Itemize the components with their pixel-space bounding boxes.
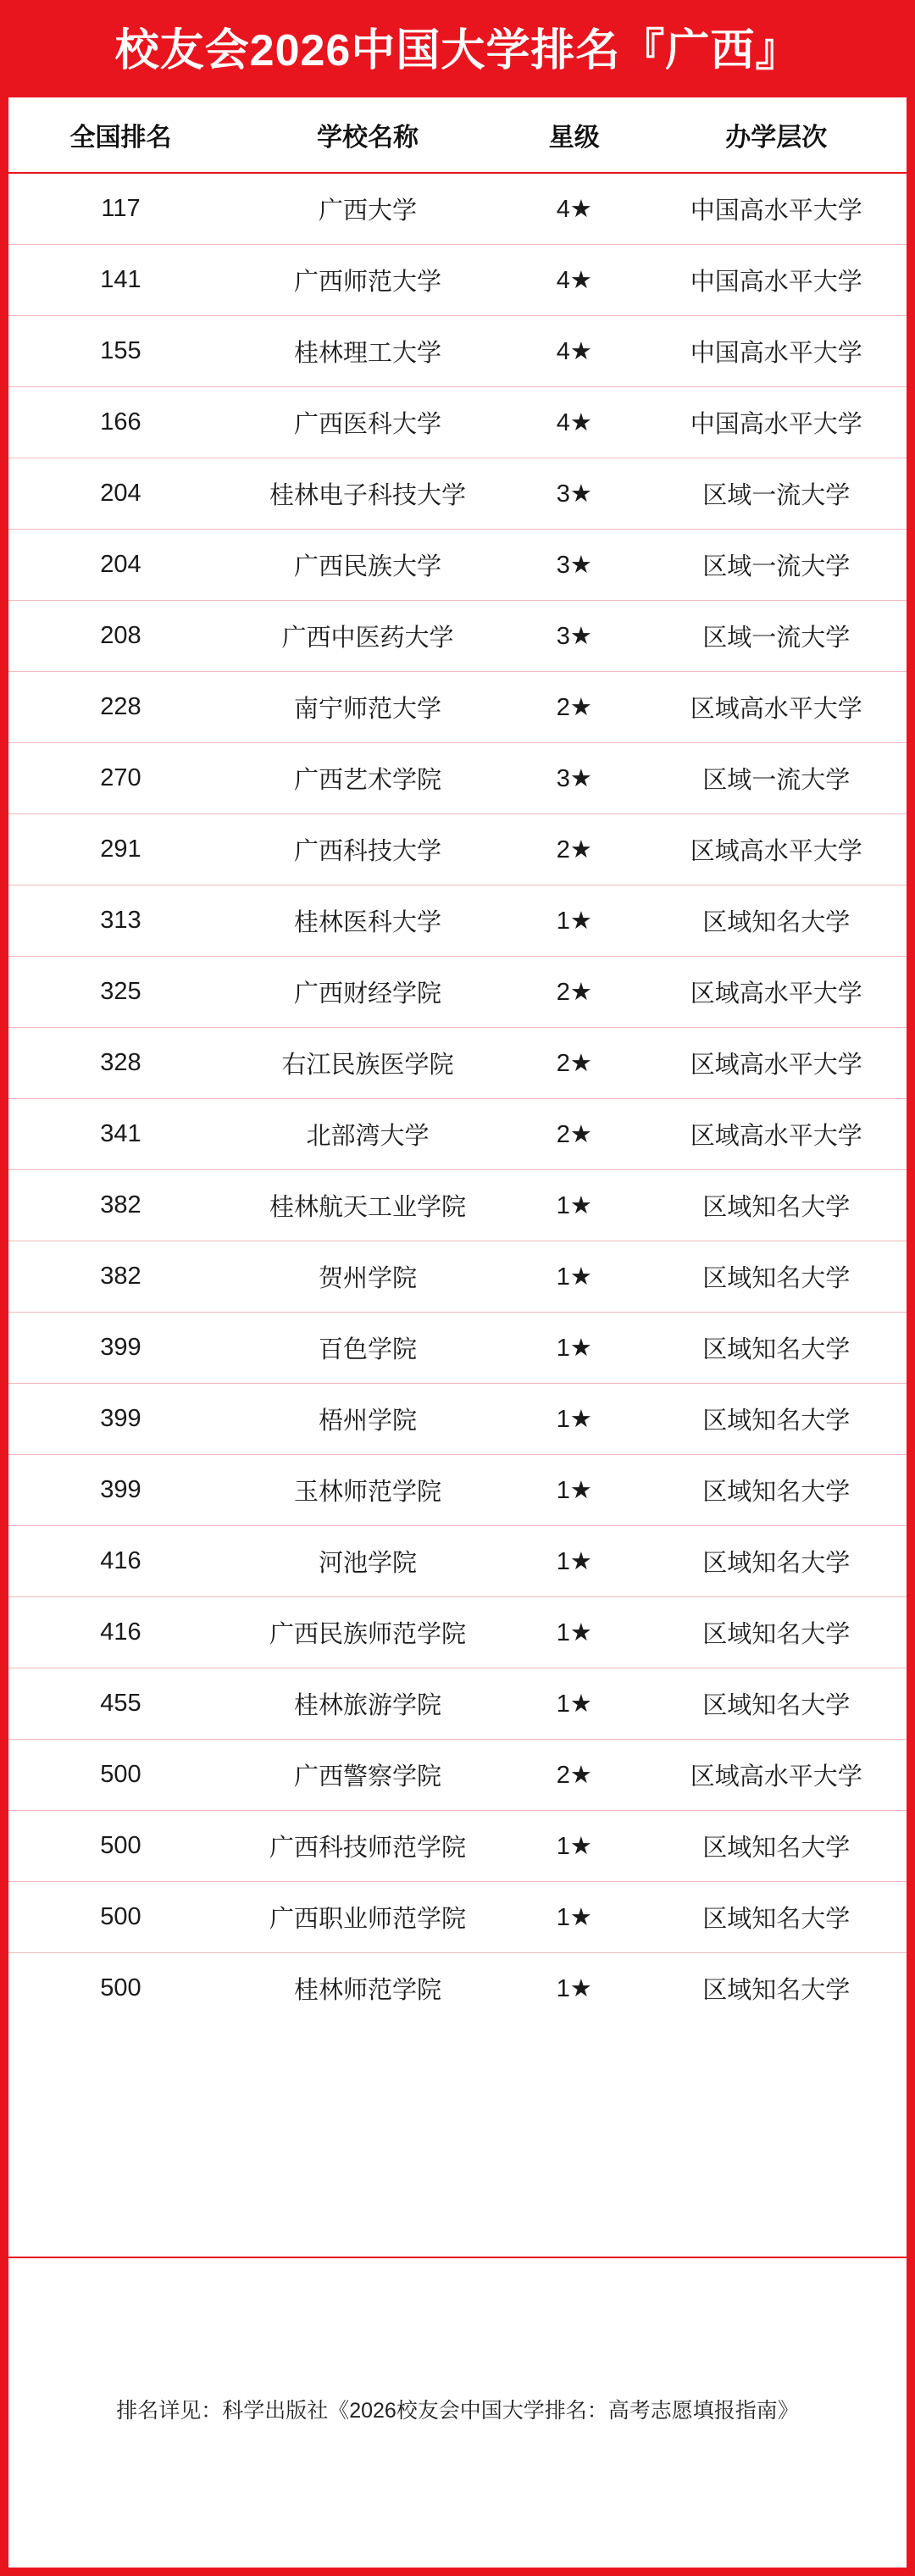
cell-rank: 313 [8,886,233,957]
cell-name: 贺州学院 [233,1241,502,1313]
column-header-star: 星级 [502,97,646,173]
cell-level: 区域知名大学 [646,1882,907,1953]
cell-name: 百色学院 [233,1313,502,1384]
cell-level: 区域知名大学 [646,1384,907,1455]
table-row [8,316,907,387]
cell-level: 区域知名大学 [646,1668,907,1740]
cell-name: 广西医科大学 [233,387,502,458]
cell-level: 区域知名大学 [646,1811,907,1882]
cell-name: 桂林电子科技大学 [233,458,502,530]
cell-level: 中国高水平大学 [646,245,907,316]
cell-level: 区域知名大学 [646,1313,907,1384]
cell-rank: 382 [8,1241,233,1313]
cell-star: 2★ [502,957,646,1028]
table-row [8,1740,907,1811]
cell-rank: 416 [8,1597,233,1668]
column-header-rank: 全国排名 [8,97,233,173]
cell-name: 广西职业师范学院 [233,1882,502,1953]
cell-name: 广西财经学院 [233,957,502,1028]
cell-star: 1★ [502,1811,646,1882]
cell-star: 2★ [502,672,646,743]
cell-rank: 500 [8,1740,233,1811]
table-row [8,458,907,530]
cell-level: 区域高水平大学 [646,1099,907,1170]
cell-star: 1★ [502,886,646,957]
cell-star: 3★ [502,458,646,530]
table-row [8,173,907,245]
footer-note [8,2257,907,2568]
cell-level: 区域一流大学 [646,530,907,601]
table-row [8,1882,907,1953]
cell-rank: 228 [8,672,233,743]
cell-name: 桂林航天工业学院 [233,1170,502,1241]
cell-name: 广西大学 [233,173,502,245]
cell-rank: 382 [8,1170,233,1241]
table-row [8,1313,907,1384]
cell-rank: 117 [8,173,233,245]
cell-rank: 270 [8,743,233,814]
cell-star: 2★ [502,1028,646,1099]
cell-star: 4★ [502,245,646,316]
cell-star: 1★ [502,1241,646,1313]
cell-level: 区域高水平大学 [646,957,907,1028]
cell-rank: 325 [8,957,233,1028]
cell-name: 梧州学院 [233,1384,502,1455]
cell-rank: 416 [8,1526,233,1597]
footer-note-text: 排名详见：科学出版社《2026校友会中国大学排名：高考志愿填报指南》 [116,2398,799,2423]
cell-rank: 291 [8,814,233,886]
table-row [8,886,907,957]
cell-name: 桂林医科大学 [233,886,502,957]
cell-name: 南宁师范大学 [233,672,502,743]
column-header-name: 学校名称 [233,97,502,173]
table-row [8,1099,907,1170]
cell-level: 区域知名大学 [646,1526,907,1597]
table-row [8,1953,907,2024]
cell-star: 2★ [502,1099,646,1170]
cell-name: 广西科技大学 [233,814,502,886]
cell-rank: 500 [8,1811,233,1882]
cell-name: 广西艺术学院 [233,743,502,814]
cell-rank: 204 [8,530,233,601]
cell-level: 区域一流大学 [646,601,907,672]
cell-name: 广西警察学院 [233,1740,502,1811]
cell-name: 桂林师范学院 [293,1977,441,2005]
cell-level: 区域知名大学 [646,1455,907,1526]
cell-level: 区域知名大学 [646,1170,907,1241]
cell-name: 玉林师范学院 [233,1455,502,1526]
cell-level: 中国高水平大学 [646,387,907,458]
cell-rank: 399 [8,1313,233,1384]
cell-level: 区域知名大学 [646,1241,907,1313]
cell-level: 中国高水平大学 [646,173,907,245]
cell-name: 广西中医药大学 [233,601,502,672]
table-row [8,672,907,743]
cell-star: 1★ [502,1668,646,1740]
cell-star: 1★ [502,1170,646,1241]
cell-star: 1★ [502,1526,646,1597]
university-ranking-table [8,97,907,2024]
cell-rank: 204 [8,458,233,530]
cell-star: 2★ [502,814,646,886]
cell-level: 区域一流大学 [646,743,907,814]
column-header-level: 办学层次 [646,97,907,173]
cell-name: 河池学院 [233,1526,502,1597]
cell-rank: 399 [8,1384,233,1455]
table-row [8,1028,907,1099]
table-body [8,173,907,2024]
cell-level: 中国高水平大学 [646,316,907,387]
cell-level: 区域知名大学 [702,1977,851,2005]
table-header-row [8,97,907,173]
table-row [8,1170,907,1241]
table-row [8,245,907,316]
cell-star: 4★ [502,387,646,458]
cell-name: 广西民族师范学院 [233,1597,502,1668]
cell-star: 2★ [502,1740,646,1811]
cell-level: 区域知名大学 [646,1597,907,1668]
table-row [8,1668,907,1740]
table-row [8,1455,907,1526]
cell-star: 1★ [502,1384,646,1455]
cell-name: 右江民族医学院 [233,1028,502,1099]
cell-rank: 208 [8,601,233,672]
cell-name: 桂林理工大学 [233,316,502,387]
table-row [8,1597,907,1668]
layout-spacer [8,2024,907,2256]
table-row [8,957,907,1028]
cell-star: 1★ [502,1597,646,1668]
cell-star: 4★ [502,173,646,245]
cell-name: 广西师范大学 [233,245,502,316]
table-row [8,1241,907,1313]
cell-star: 3★ [502,530,646,601]
cell-level: 区域高水平大学 [646,814,907,886]
cell-level: 区域高水平大学 [646,1740,907,1811]
cell-star: 1★ [502,1313,646,1384]
table-row [8,530,907,601]
cell-rank: 500 [8,1882,233,1953]
cell-star: 3★ [502,601,646,672]
cell-level: 区域高水平大学 [646,1028,907,1099]
table-row [8,1811,907,1882]
cell-rank: 341 [8,1099,233,1170]
cell-level: 区域高水平大学 [646,672,907,743]
cell-star: 1★ [502,1882,646,1953]
cell-rank: 166 [8,387,233,458]
table-row [8,601,907,672]
cell-rank: 500 [100,1974,141,2002]
table-row [8,1526,907,1597]
cell-name: 桂林旅游学院 [233,1668,502,1740]
cell-level: 区域知名大学 [646,886,907,957]
cell-star: 1★ [556,1975,592,2003]
table-row [8,814,907,886]
cell-star: 3★ [502,743,646,814]
cell-rank: 455 [8,1668,233,1740]
cell-rank: 399 [8,1455,233,1526]
cell-name: 北部湾大学 [233,1099,502,1170]
cell-name: 广西科技师范学院 [233,1811,502,1882]
cell-rank: 141 [8,245,233,316]
cell-rank: 155 [8,316,233,387]
table-row [8,1384,907,1455]
cell-star: 4★ [502,316,646,387]
table-row [8,743,907,814]
cell-star: 1★ [502,1455,646,1526]
table-row [8,387,907,458]
cell-name: 广西民族大学 [233,530,502,601]
page-title: 校友会2026中国大学排名『广西』 [8,8,907,97]
cell-rank: 328 [8,1028,233,1099]
cell-level: 区域一流大学 [646,458,907,530]
